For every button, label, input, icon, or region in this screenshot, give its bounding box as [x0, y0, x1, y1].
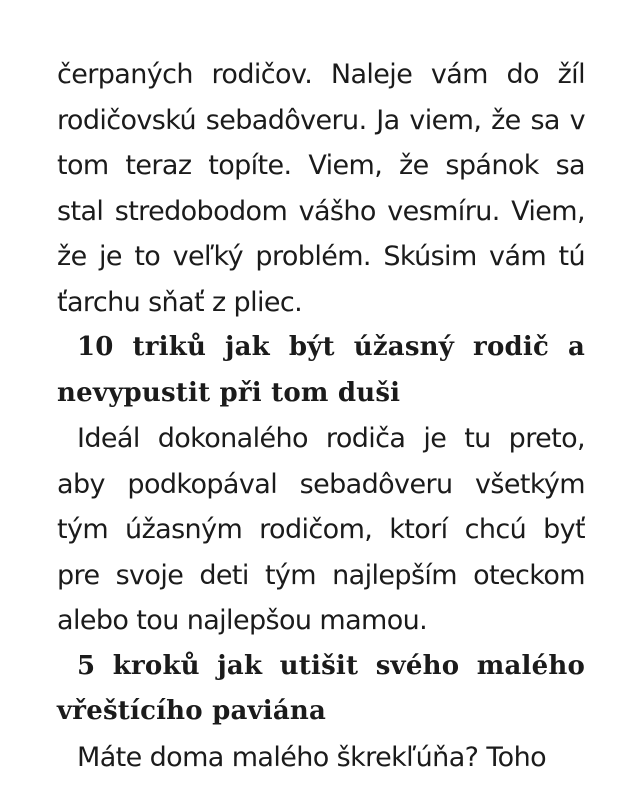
section-heading: 10 triků jak být úžasný rodič a nevypustit při tom duši: [57, 332, 585, 408]
document-page: [57, 52, 585, 780]
paragraph: Máte doma malého škrekľúňa? Toho: [77, 741, 547, 773]
section-heading: 5 kroků jak utišit svého malého vřeštícího paviána: [57, 650, 585, 726]
paragraph-continuation: čerpaných rodičov. Naleje vám do žíl rodičovskú sebadôveru. Ja viem, že sa v tom teraz topíte. Viem, že spánok sa stal stredobodom vášho vesmíru. Viem, že je to veľký problém. Skúsim vám tú ťarchu sňať z pliec.: [57, 59, 585, 318]
paragraph: Ideál dokonalého rodiča je tu preto, aby podkopával sebadôveru všetkým tým úžasným rodičom, ktorí chcú byť pre svoje deti tým najlepším oteckom alebo tou najlepšou mamou.: [57, 423, 585, 636]
